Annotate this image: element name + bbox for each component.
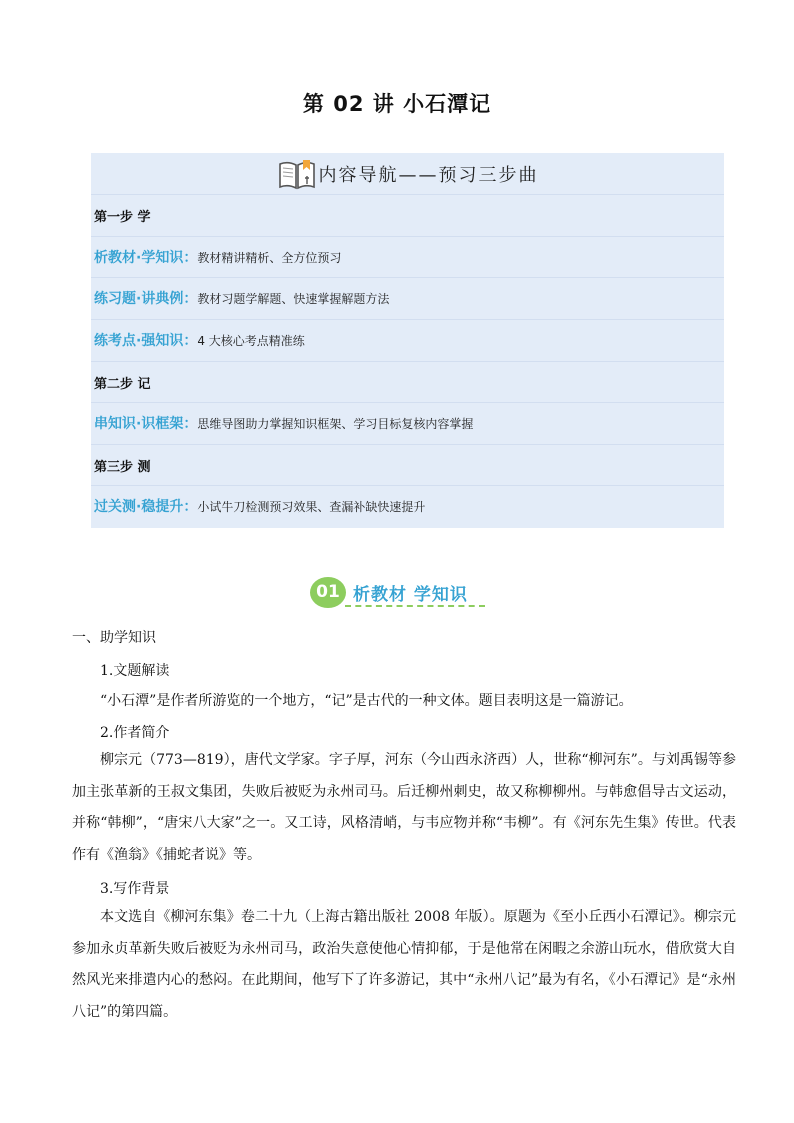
subsection-title: 2.作者简介 (100, 725, 170, 741)
nav-item (91, 277, 724, 318)
nav-item-label: 练考点·强知识： (94, 333, 198, 349)
nav-item-label: 串知识·识框架： (94, 416, 198, 432)
nav-item (91, 319, 724, 360)
book-icon (277, 157, 317, 191)
nav-item-desc: 教材精讲精析、全方位预习 (197, 250, 342, 265)
content-navigation-box (91, 153, 724, 528)
nav-item (91, 236, 724, 277)
section-title: 析教材 学知识 (353, 584, 468, 605)
nav-item-label: 练习题·讲典例： (94, 291, 198, 307)
nav-item-label: 析教材·学知识： (94, 250, 198, 266)
paragraph: 柳宗元（773—819），唐代文学家。字子厚，河东（今山西永济西）人，世称“柳河东”。与刘禹锡等参加主张革新的王叔文集团，失败后被贬为永州司马。后迁柳州刺史，故又称柳柳州。与韩愈倡导古文运动，并称“韩柳”，“唐宋八大家”之一。又工诗，风格清峭，与韦应物并称“韦柳”。有《河东先生集》传世。代表作有《渔翁》《捕蛇者说》等。 (72, 752, 736, 863)
nav-item (91, 402, 724, 443)
nav-header (91, 153, 724, 194)
section-heading (310, 576, 468, 608)
content-heading: 一、助学知识 (72, 630, 156, 646)
nav-item-label: 过关测·稳提升： (94, 499, 198, 515)
nav-item-desc: 教材习题学解题、快速掌握解题方法 (197, 291, 390, 306)
step-row (91, 361, 724, 402)
section-underline (345, 605, 485, 607)
section-number-badge: 01 (310, 577, 346, 608)
step-title: 第一步 学 (94, 209, 151, 225)
subsection-title: 1.文题解读 (100, 663, 170, 679)
nav-header-title: 内容导航——预习三步曲 (318, 164, 539, 186)
subsection-title: 3.写作背景 (100, 881, 170, 897)
nav-item-desc: 思维导图助力掌握知识框架、学习目标复核内容掌握 (197, 416, 474, 431)
nav-item-desc: 4 大核心考点精准练 (197, 333, 305, 348)
step-title: 第三步 测 (94, 459, 151, 475)
step-row (91, 194, 724, 235)
nav-item-desc: 小试牛刀检测预习效果、查漏补缺快速提升 (197, 499, 426, 514)
nav-item (91, 485, 724, 526)
page-title: 第 02 讲 小石潭记 (302, 92, 492, 116)
step-title: 第二步 记 (94, 376, 151, 392)
paragraph: “小石潭”是作者所游览的一个地方，“记”是古代的一种文体。题目表明这是一篇游记。 (100, 693, 633, 709)
paragraph: 本文选自《柳河东集》卷二十九（上海古籍出版社 2008 年版）。原题为《至小丘西小石潭记》。柳宗元参加永贞革新失败后被贬为永州司马，政治失意使他心情抑郁，于是他常在闲暇之余游山玩水，借欣赏大自然风光来排遣内心的愁闷。在此期间，他写下了许多游记，其中“永州八记”最为有名，《小石潭记》是“永州八记”的第四篇。 (72, 909, 736, 1020)
step-row (91, 444, 724, 485)
